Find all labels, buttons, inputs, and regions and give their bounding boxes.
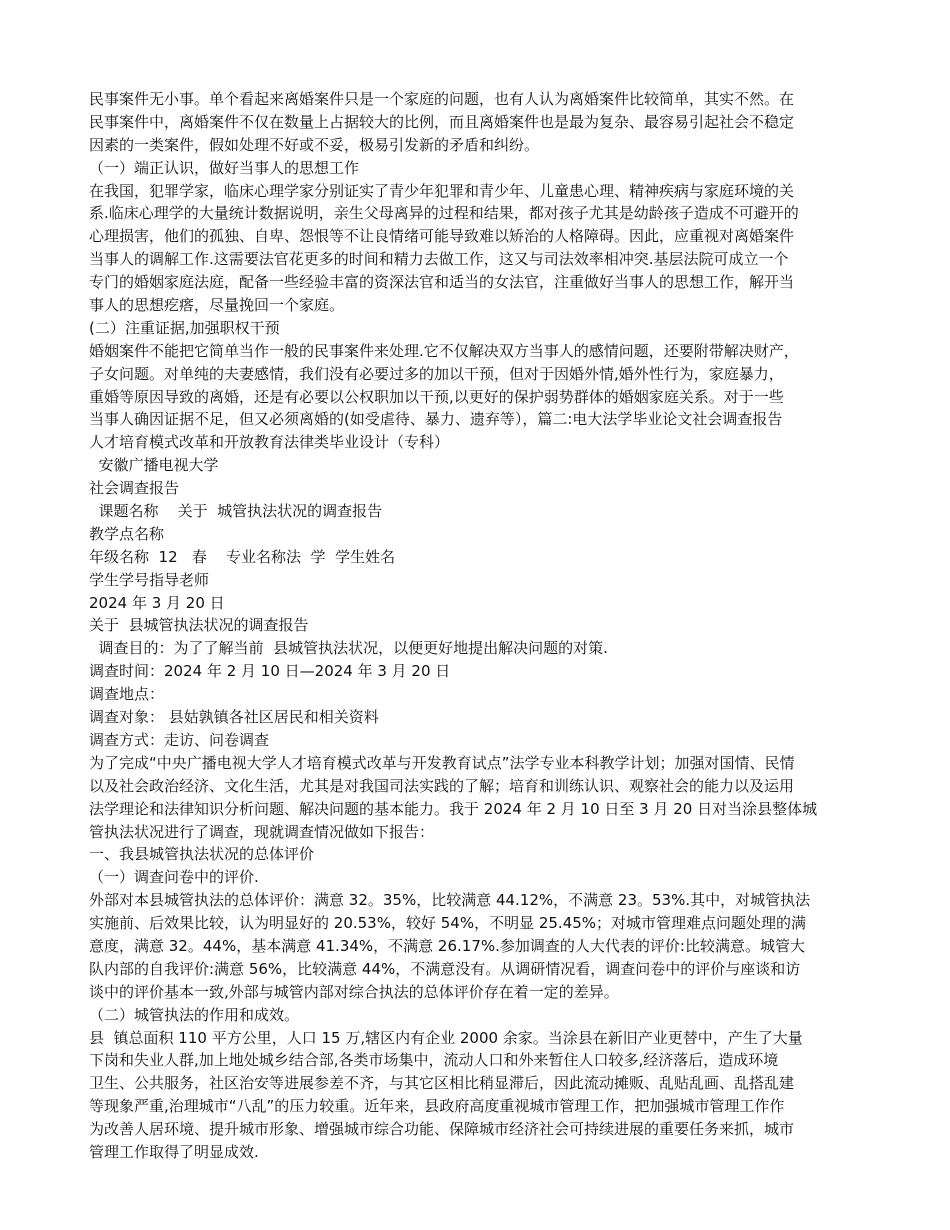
survey-time: 调查时间：2024 年 2 月 10 日—2024 年 3 月 20 日 <box>89 662 451 681</box>
section-heading: 一、我县城管执法状况的总体评价 <box>89 845 315 864</box>
text-line: 民事案件无小事。单个看起来离婚案件只是一个家庭的问题，也有人认为离婚案件比较简单，其实不然。在 <box>89 90 795 108</box>
text-line: 意度，满意 32。44%，基本满意 41.34%，不满意 26.17%.参加调查的人大代表的评价:比较满意。城管大 <box>89 936 805 955</box>
text-line: 以及社会政治经济、文化生活，尤其是对我国司法实践的了解；培育和训练认识、观察社会的能力以及运用 <box>89 776 795 795</box>
text-line: 婚姻案件不能把它简单当作一般的民事案件来处理.它不仅解决双方当事人的感情问题，还要附带解决财产， <box>89 341 799 360</box>
text-line: 当事人的调解工作.这需要法官花更多的时间和精力去做工作，这又与司法效率相冲突.基层法院可成立一个 <box>89 250 789 269</box>
text-line: 因素的一类案件，假如处理不好或不妥，极易引发新的矛盾和纠纷。 <box>89 135 540 154</box>
survey-purpose: 调查目的：为了了解当前 县城管执法状况，以便更好地提出解决问题的对策. <box>89 639 608 658</box>
survey-method: 调查方式：走访、问卷调查 <box>89 730 270 749</box>
text-line: 重婚等原因导致的离婚，还是有必要以公权职加以干预,以更好的保护弱势群体的婚姻家庭关系。对于一些 <box>89 387 784 406</box>
text-line: 县 镇总面积 110 平方公里，人口 15 万,辖区内有企业 2000 余家。当涂县在新旧产业更替中，产生了大量 <box>89 1028 803 1047</box>
report-title: 关于 县城管执法状况的调查报告 <box>89 616 309 635</box>
text-line: 子女问题。对单纯的夫妻感情，我们没有必要过多的加以干预，但对于因婚外情,婚外性行为，家庭暴力， <box>89 364 784 383</box>
survey-subjects: 调查对象： 县姑孰镇各社区居民和相关资料 <box>89 708 379 727</box>
text-line: 管理工作取得了明显成效. <box>89 1142 259 1161</box>
text-line: 实施前、后效果比较，认为明显好的 20.53%，较好 54%，不明显 25.45%；对城市管理难点问题处理的满 <box>89 914 807 933</box>
section-heading: (二）注重证据,加强职权干预 <box>89 318 280 337</box>
report-date: 2024 年 3 月 20 日 <box>89 593 225 612</box>
text-line: 卫生、公共服务，社区治安等进展参差不齐，与其它区相比稍显滞后，因此流动摊贩、乱贴乱画、乱搭乱建 <box>89 1074 795 1093</box>
text-line: 队内部的自我评价:满意 56%，比较满意 44%，不满意没有。从调研情况看，调查问卷中的评价与座谈和访 <box>89 959 801 978</box>
text-line: 为改善人居环境、提升城市形象、增强城市综合功能、保障城市经济社会可持续进展的重要任务来抓，城市 <box>89 1120 795 1139</box>
university-name: 安徽广播电视大学 <box>89 456 219 475</box>
section-heading: （一）端正认识，做好当事人的思想工作 <box>89 158 360 177</box>
section-heading: （二）城管执法的作用和成效。 <box>89 1005 300 1024</box>
topic-name: 课题名称 关于 城管执法状况的调查报告 <box>89 502 383 521</box>
text-line: 管执法状况进行了调查，现就调查情况做如下报告： <box>89 822 435 841</box>
text-line: 外部对本县城管执法的总体评价：满意 32。35%，比较满意 44.12%，不满意 23。53%.其中，对城管执法 <box>89 891 811 910</box>
text-line: 专门的婚姻家庭法庭，配备一些经验丰富的资深法官和适当的女法官，注重做好当事人的思想工作，解开当 <box>89 273 795 292</box>
text-line: 事人的思想疙瘩，尽量挽回一个家庭。 <box>89 296 345 315</box>
text-line: 谈中的评价基本一致,外部与城管内部对综合执法的总体评价存在着一定的差异。 <box>89 982 619 1001</box>
section-heading: （一）调查问卷中的评价. <box>89 868 259 887</box>
text-line: 法学理论和法律知识分析问题、解决问题的基本能力。我于 2024 年 2 月 10 日至 3 月 20 日对当涂县整体城 <box>89 799 818 818</box>
text-line: 为了完成“中央广播电视大学人才培育模式改革与开发教育试点”法学专业本科教学计划；加强对国情、民情 <box>89 753 795 772</box>
text-line: 在我国，犯罪学家，临床心理学家分别证实了青少年犯罪和青少年、儿童患心理、精神疾病与家庭环境的关 <box>89 181 795 200</box>
text-line: 心理损害，他们的孤独、自卑、怨恨等不让良情绪可能导致难以矫治的人格障碍。因此，应重视对离婚案件 <box>89 227 795 246</box>
grade-major-student: 年级名称 12 春 专业名称法 学 学生姓名 <box>89 547 396 566</box>
text-line: 等现象严重,治理城市“八乱”的压力较重。近年来，县政府高度重视城市管理工作，把加强城市管理工作作 <box>89 1097 785 1116</box>
text-line: 人才培育模式改革和开放教育法律类毕业设计（专科） <box>89 433 450 452</box>
report-type: 社会调查报告 <box>89 479 180 498</box>
teaching-site: 教学点名称 <box>89 524 165 543</box>
text-line: 系.临床心理学的大量统计数据说明，亲生父母离异的过程和结果，都对孩子尤其是幼龄孩子造成不可避开的 <box>89 204 799 223</box>
text-line: 下岗和失业人群,加上地处城乡结合部,各类市场集中，流动人口和外来暂住人口较多,经济落后，造成环境 <box>89 1051 779 1070</box>
text-line: 民事案件中，离婚案件不仅在数量上占据较大的比例，而且离婚案件也是最为复杂、最容易引起社会不稳定 <box>89 112 795 131</box>
survey-location: 调查地点： <box>89 685 165 704</box>
text-line: 当事人确因证据不足，但又必须离婚的(如受虐待、暴力、遗弃等），篇二:电大法学毕业论文社会调查报告 <box>89 410 783 429</box>
student-id-advisor: 学生学号指导老师 <box>89 570 210 589</box>
